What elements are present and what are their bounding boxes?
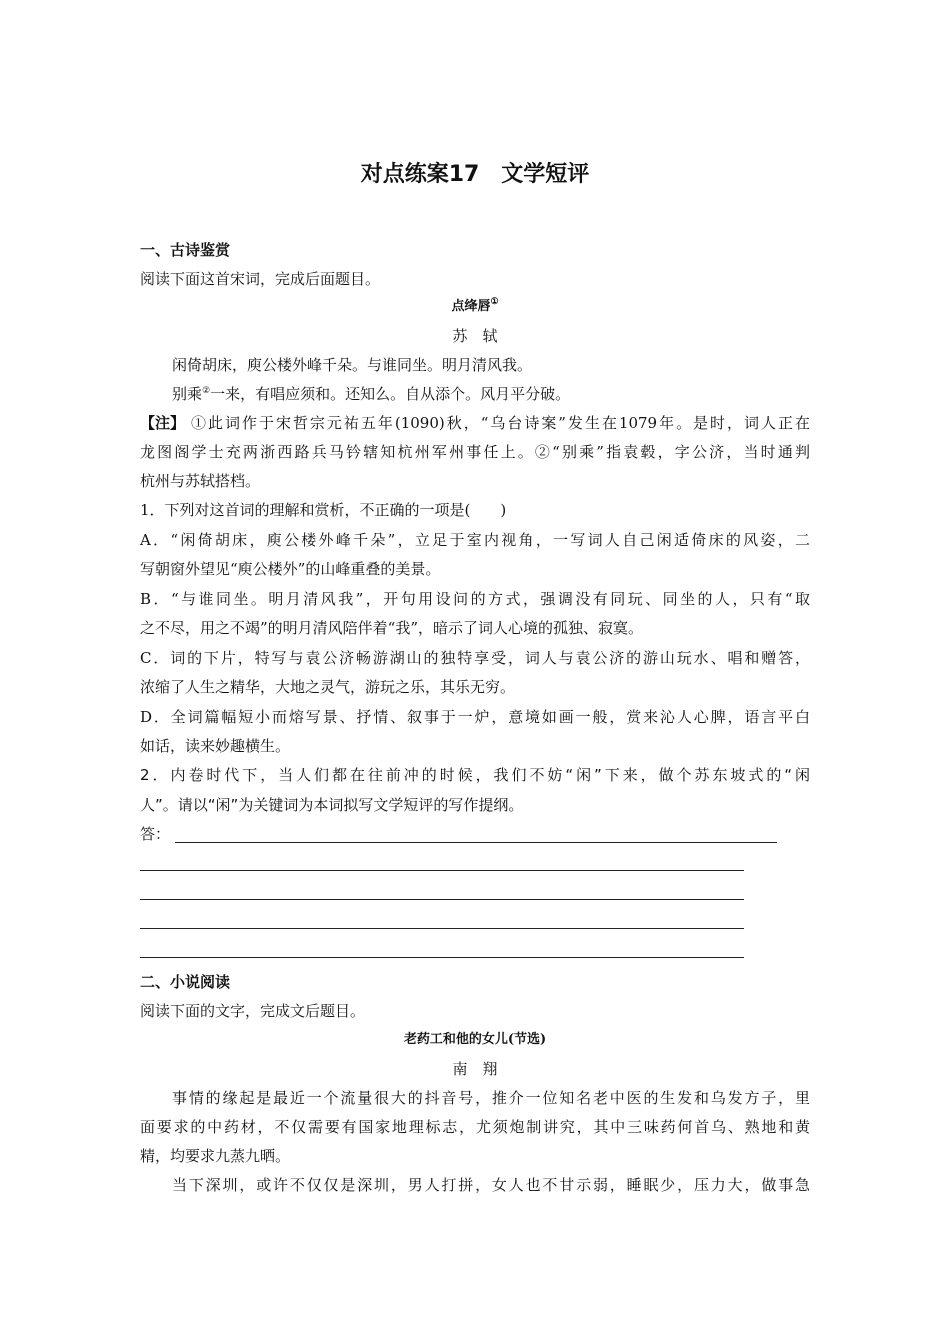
question-1: 1．下列对这首词的理解和赏析，不正确的一项是( ) — [140, 501, 507, 519]
answer-line-2[interactable] — [140, 870, 744, 871]
poem-title-text: 点绛唇 — [451, 299, 491, 314]
option-d-line-1: D．全词篇幅短小而熔写景、抒情、叙事于一炉，意境如画一般，赏来沁人心脾，语言平白 — [140, 708, 810, 726]
option-a-line-2: 写朝窗外望见“庾公楼外”的山峰重叠的美景。 — [140, 560, 441, 578]
poem-line-2-footnote-mark: ② — [202, 386, 211, 396]
option-c-line-2: 浓缩了人生之精华，大地之灵气，游玩之乐，其乐无穷。 — [140, 678, 516, 696]
note-line-1 — [140, 413, 810, 433]
section1-heading: 一、古诗鉴赏 — [140, 241, 231, 259]
story-p2-line-1: 当下深圳，或许不仅仅是深圳，男人打拼，女人也不甘示弱，睡眠少，压力大，做事急 — [172, 1176, 810, 1194]
section2-heading: 二、小说阅读 — [140, 973, 231, 991]
section1-instruction: 阅读下面这首宋词，完成后面题目。 — [140, 270, 381, 288]
poem-line-1: 闲倚胡床，庾公楼外峰千朵。与谁同坐。明月清风我。 — [172, 356, 533, 374]
story-title: 老药工和他的女儿(节选) — [403, 1032, 547, 1047]
note-line-3: 杭州与苏轼搭档。 — [140, 472, 261, 490]
poem-author: 苏 轼 — [452, 327, 498, 345]
note-label: 【注】 — [140, 414, 186, 432]
question-2-line-2: 人”。请以“闲”为关键词为本词拟写文学短评的写作提纲。 — [140, 796, 524, 814]
poem-line-2-part-b: 一来，有唱应须和。还知么。自从添个。风月平分破。 — [210, 385, 571, 403]
answer-line-1[interactable] — [175, 842, 777, 843]
poem-line-2-part-a: 别乘 — [172, 385, 203, 403]
answer-line-4[interactable] — [140, 928, 744, 929]
section2-instruction: 阅读下面的文字，完成文后题目。 — [140, 1002, 366, 1020]
answer-line-3[interactable] — [140, 899, 744, 900]
option-d-line-2: 如话，读来妙趣横生。 — [140, 737, 291, 755]
option-c-line-1: C．词的下片，特写与袁公济畅游湖山的独特享受，词人与袁公济的游山玩水、唱和赠答， — [140, 649, 810, 667]
poem-line-2 — [172, 384, 812, 404]
story-author: 南 翔 — [452, 1060, 498, 1078]
note-line-1-text: ①此词作于宋哲宗元祐五年(1090)秋，“乌台诗案”发生在1079年。是时，词人正在 — [191, 414, 810, 432]
option-a-line-1: A．“闲倚胡床，庾公楼外峰千朵”，立足于室内视角，一写词人自己闲适倚床的风姿，二 — [140, 531, 810, 549]
story-p1-line-2: 面要求的中药材，不仅需要有国家地理标志，尤须炮制讲究，其中三味药何首乌、熟地和黄 — [140, 1118, 810, 1136]
story-p1-line-3: 精，均要求九蒸九晒。 — [140, 1147, 291, 1165]
option-b-line-2: 之不尽，用之不竭”的明月清风陪伴着“我”，暗示了词人心境的孤独、寂寞。 — [140, 619, 644, 637]
poem-title-footnote-mark: ① — [490, 297, 499, 307]
poem-title — [140, 297, 810, 317]
note-line-2: 龙图阁学士充两浙西路兵马钤辖知杭州军州事任上。②“别乘”指袁毂，字公济，当时通判 — [140, 443, 810, 461]
answer-label: 答： — [140, 825, 171, 843]
option-b-line-1: B．“与谁同坐。明月清风我”，开句用设问的方式，强调没有同玩、同坐的人，只有“取 — [140, 590, 810, 608]
story-p1-line-1: 事情的缘起是最近一个流量很大的抖音号，推介一位知名老中医的生发和乌发方子，里 — [172, 1089, 810, 1107]
answer-line-5[interactable] — [140, 957, 744, 958]
question-2-line-1: 2．内卷时代下，当人们都在往前冲的时候，我们不妨“闲”下来，做个苏东坡式的“闲 — [140, 766, 810, 784]
page-title: 对点练案17 文学短评 — [360, 162, 590, 187]
